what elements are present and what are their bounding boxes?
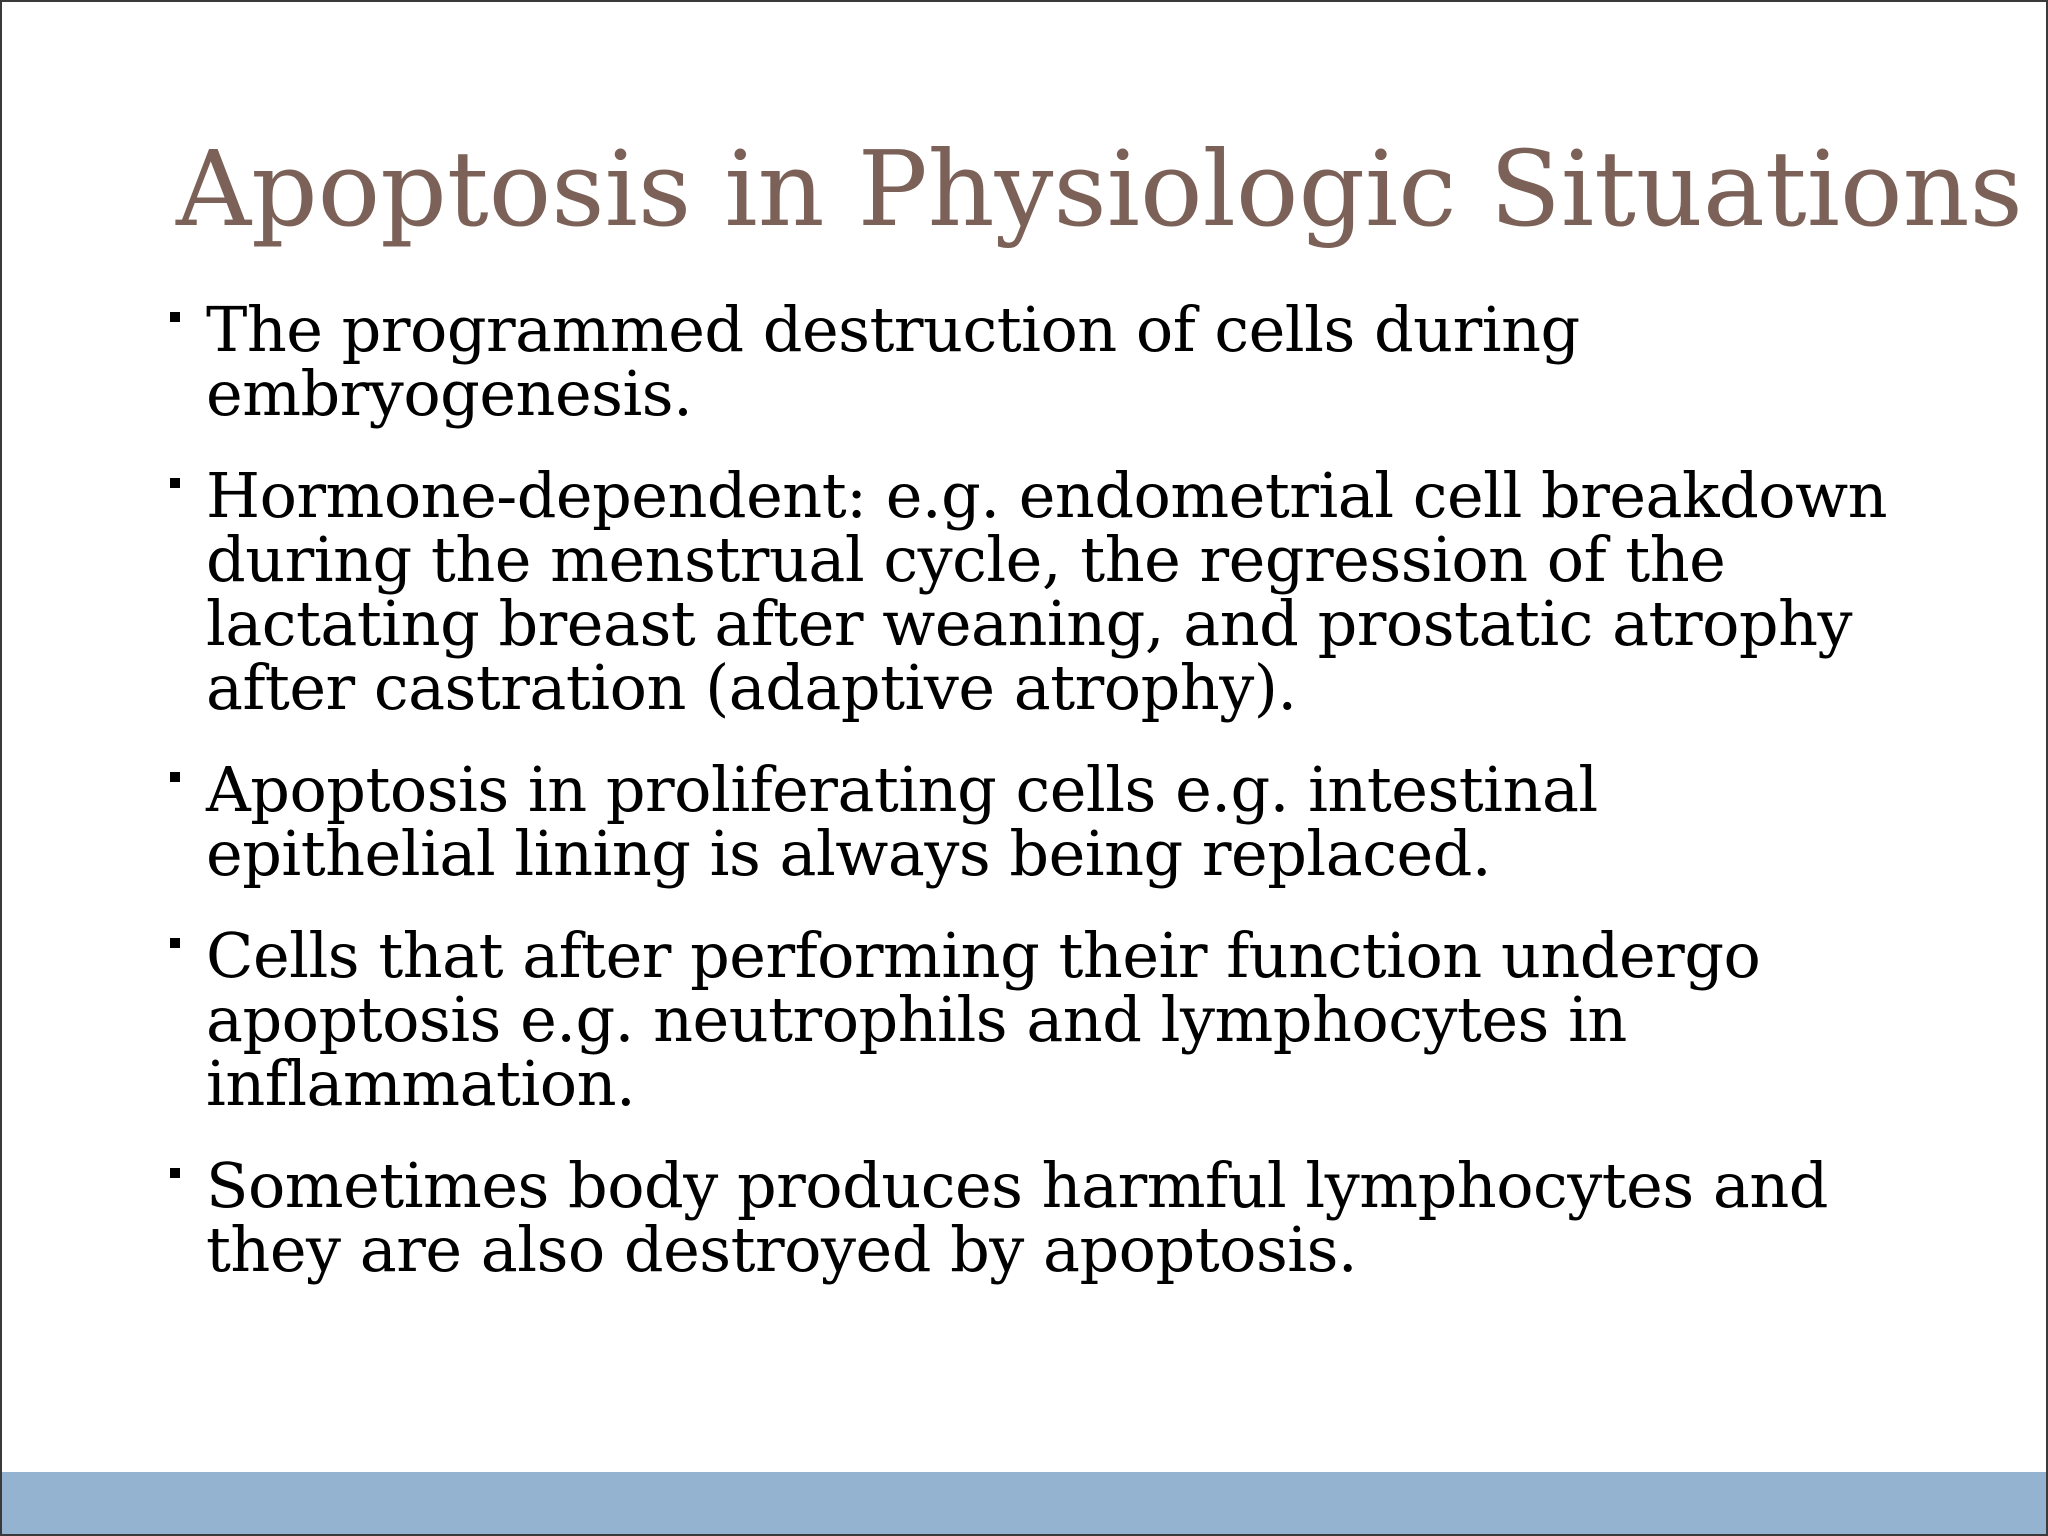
- square-bullet-icon: [170, 938, 180, 948]
- bullet-text: Cells that after performing their function undergo apoptosis e.g. neutrophils and lymphocytes in inflammation.: [206, 919, 1761, 1120]
- bullet-list: [168, 293, 1898, 1320]
- bullet-item: [168, 1149, 1898, 1286]
- footer-band: [2, 1472, 2046, 1534]
- square-bullet-icon: [170, 1168, 180, 1178]
- bullet-text: Sometimes body produces harmful lymphocytes and they are also destroyed by apoptosis.: [206, 1149, 1828, 1286]
- bullet-item: [168, 459, 1898, 724]
- bullet-text: Hormone-dependent: e.g. endometrial cell breakdown during the menstrual cycle, the regression of the lactating breast after weaning, and prostatic atrophy after castration (adaptive atrophy).: [206, 459, 1888, 724]
- square-bullet-icon: [170, 312, 180, 322]
- bullet-item: [168, 293, 1898, 430]
- bullet-text: Apoptosis in proliferating cells e.g. intestinal epithelial lining is always being replaced.: [206, 753, 1598, 890]
- bullet-text: The programmed destruction of cells during embryogenesis.: [206, 293, 1580, 430]
- square-bullet-icon: [170, 772, 180, 782]
- square-bullet-icon: [170, 478, 180, 488]
- bullet-item: [168, 919, 1898, 1120]
- bullet-item: [168, 753, 1898, 890]
- slide-title: Apoptosis in Physiologic Situations: [176, 128, 2023, 250]
